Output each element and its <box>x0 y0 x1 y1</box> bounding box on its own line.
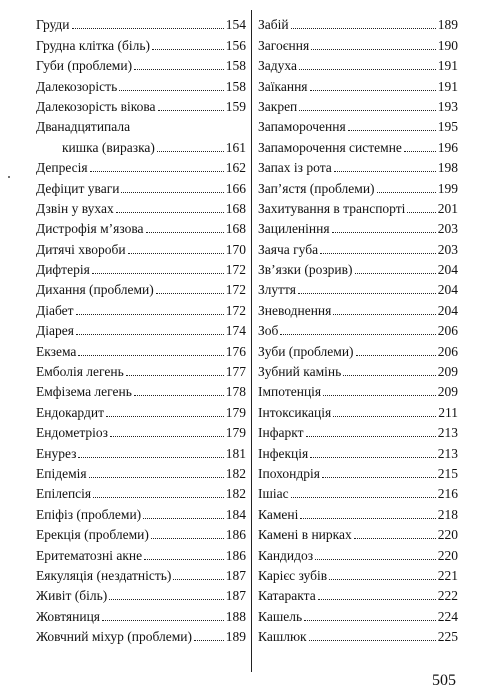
dot-leader <box>128 253 224 254</box>
index-entry-page: 221 <box>437 567 458 583</box>
index-entry-page: 156 <box>225 37 246 53</box>
page-number: 505 <box>432 672 456 689</box>
index-entry-title: Карієс зубів <box>258 567 328 583</box>
scan-speck <box>8 176 10 178</box>
index-entry <box>36 258 246 278</box>
index-entry <box>36 135 246 155</box>
dot-leader <box>320 253 436 254</box>
index-entry-page: 199 <box>437 180 458 196</box>
dot-leader <box>304 620 436 621</box>
index-entry-title: Зап’ястя (проблеми) <box>258 180 375 196</box>
index-entry-title: Злуття <box>258 282 296 298</box>
index-entry <box>36 115 246 135</box>
index-entry-page: 172 <box>225 282 246 298</box>
index-entry <box>36 298 246 318</box>
index-entry <box>258 95 458 115</box>
index-entry <box>258 13 458 33</box>
index-entry <box>258 604 458 624</box>
dot-leader <box>78 457 223 458</box>
index-entry-title: Заїкання <box>258 78 308 94</box>
index-entry-page: 182 <box>225 465 246 481</box>
index-entry-page: 225 <box>437 629 458 645</box>
index-entry-page: 224 <box>437 608 458 624</box>
index-entry <box>258 33 458 53</box>
index-entry-title: Епіфіз (проблеми) <box>36 506 142 522</box>
index-entry-title: Діабет <box>36 302 74 318</box>
dot-leader <box>306 436 436 437</box>
index-entry-title: Дистрофія м’язова <box>36 221 144 237</box>
index-entry-page: 181 <box>225 445 246 461</box>
dot-leader <box>291 28 436 29</box>
index-entry <box>36 176 246 196</box>
index-entry-title: Дванадцятипала <box>36 119 131 135</box>
index-entry-page: 189 <box>225 629 246 645</box>
index-entry-title: Зациленіння <box>258 221 330 237</box>
dot-leader <box>309 640 436 641</box>
index-entry-title: Зв’язки (розрив) <box>258 262 353 278</box>
index-entry-title: Камені в нирках <box>258 527 352 543</box>
index-entry-page: 198 <box>437 160 458 176</box>
index-entry-page: 206 <box>437 323 458 339</box>
index-entry <box>258 482 458 502</box>
index-entry-page: 159 <box>225 98 246 114</box>
index-entry <box>258 258 458 278</box>
index-entry-title: Запах із рота <box>258 160 332 176</box>
dot-leader <box>106 416 224 417</box>
index-entry-title: Зубний камінь <box>258 364 342 380</box>
index-entry <box>36 380 246 400</box>
dot-leader <box>310 457 436 458</box>
index-entry-page: 176 <box>225 343 246 359</box>
dot-leader <box>157 151 224 152</box>
index-entry-title: Інфекція <box>258 445 309 461</box>
index-entry-title: Дитячі хвороби <box>36 241 126 257</box>
index-entry <box>36 74 246 94</box>
index-entry-page: 187 <box>225 588 246 604</box>
dot-leader <box>78 355 223 356</box>
dot-leader <box>126 375 224 376</box>
dot-leader <box>173 579 223 580</box>
index-entry-page: 209 <box>437 384 458 400</box>
dot-leader <box>116 212 224 213</box>
dot-leader <box>151 538 224 539</box>
dot-leader <box>90 171 224 172</box>
index-entry-page: 220 <box>437 547 458 563</box>
index-entry <box>258 462 458 482</box>
dot-leader <box>146 232 224 233</box>
dot-leader <box>333 416 436 417</box>
dot-leader <box>152 49 224 50</box>
index-entry-page: 178 <box>225 384 246 400</box>
index-entry <box>258 319 458 339</box>
index-entry-page: 172 <box>225 302 246 318</box>
index-entry-title: Енурез <box>36 445 77 461</box>
index-entry <box>36 13 246 33</box>
dot-leader <box>298 293 436 294</box>
dot-leader <box>76 334 224 335</box>
dot-leader <box>322 477 436 478</box>
index-entry <box>258 380 458 400</box>
dot-leader <box>311 49 436 50</box>
dot-leader <box>102 620 224 621</box>
index-entry-title: Живіт (біль) <box>36 588 108 604</box>
index-entry-page: 189 <box>437 17 458 33</box>
index-entry-page: 168 <box>225 221 246 237</box>
index-entry-title: Ерекція (проблеми) <box>36 527 149 543</box>
dot-leader <box>404 151 436 152</box>
index-entry-page: 213 <box>437 445 458 461</box>
index-entry-title: Забій <box>258 17 289 33</box>
index-entry-page: 206 <box>437 343 458 359</box>
dot-leader <box>76 314 224 315</box>
index-entry-page: 191 <box>437 78 458 94</box>
dot-leader <box>300 518 435 519</box>
index-entry-title: Діарея <box>36 323 74 339</box>
dot-leader <box>156 293 224 294</box>
dot-leader <box>332 232 436 233</box>
index-entry-title: Емболія легень <box>36 364 124 380</box>
index-entry <box>36 421 246 441</box>
dot-leader <box>318 599 436 600</box>
index-entry <box>258 278 458 298</box>
dot-leader <box>280 334 435 335</box>
dot-leader <box>323 395 436 396</box>
index-entry <box>258 237 458 257</box>
index-entry <box>36 197 246 217</box>
index-entry <box>258 74 458 94</box>
index-entry-title: Захитування в транспорті <box>258 200 406 216</box>
index-entry <box>36 604 246 624</box>
index-entry <box>36 564 246 584</box>
index-entry-page: 201 <box>437 200 458 216</box>
index-entry-title: Запаморочення системне <box>258 139 402 155</box>
index-entry <box>36 319 246 339</box>
index-entry-page: 195 <box>437 119 458 135</box>
index-entry-title: Дзвін у вухах <box>36 200 114 216</box>
index-entry-page: 172 <box>225 262 246 278</box>
index-entry-title: Ішіас <box>258 486 289 502</box>
index-entry-title: Дихання (проблеми) <box>36 282 154 298</box>
index-entry-title: Зуби (проблеми) <box>258 343 354 359</box>
index-entry <box>36 400 246 420</box>
index-entry-page: 204 <box>437 262 458 278</box>
index-entry-title: Еякуляція (нездатність) <box>36 567 172 583</box>
dot-leader <box>355 273 436 274</box>
index-entry <box>258 400 458 420</box>
dot-leader <box>121 192 223 193</box>
dot-leader <box>356 355 436 356</box>
index-column-left <box>36 13 246 645</box>
index-entry-title: Далекозорість вікова <box>36 98 156 114</box>
index-entry-page: 211 <box>438 404 458 420</box>
index-entry <box>36 543 246 563</box>
index-entry-title: Дифтерія <box>36 262 90 278</box>
index-entry-page: 177 <box>225 364 246 380</box>
index-entry-title: Емфізема легень <box>36 384 132 400</box>
index-entry <box>36 54 246 74</box>
index-entry-page: 184 <box>225 506 246 522</box>
index-entry-page: 204 <box>437 302 458 318</box>
index-entry-page: 174 <box>225 323 246 339</box>
index-entry-title: Зневоднення <box>258 302 332 318</box>
index-entry <box>258 564 458 584</box>
index-entry-page: 162 <box>225 160 246 176</box>
index-entry <box>258 625 458 645</box>
index-entry-page: 203 <box>437 221 458 237</box>
index-entry-page: 190 <box>437 37 458 53</box>
index-entry-title: Імпотенція <box>258 384 322 400</box>
index-entry <box>36 523 246 543</box>
index-entry-title: Екзема <box>36 343 77 359</box>
index-entry <box>36 95 246 115</box>
column-divider <box>251 10 252 672</box>
index-entry-page: 204 <box>437 282 458 298</box>
dot-leader <box>144 559 224 560</box>
index-entry-title: Епідемія <box>36 465 87 481</box>
dot-leader <box>291 497 436 498</box>
dot-leader <box>93 497 224 498</box>
index-entry-title: Кандидоз <box>258 547 314 563</box>
index-entry <box>36 278 246 298</box>
index-entry-page: 161 <box>225 139 246 155</box>
index-entry-title: Ендометріоз <box>36 425 109 441</box>
dot-leader <box>89 477 224 478</box>
index-entry-page: 179 <box>225 404 246 420</box>
index-entry-page: 166 <box>225 180 246 196</box>
dot-leader <box>310 90 436 91</box>
index-entry-page: 154 <box>225 17 246 33</box>
index-entry <box>258 543 458 563</box>
index-entry-page: 220 <box>437 527 458 543</box>
index-entry-title: Жовчний міхур (проблеми) <box>36 629 193 645</box>
index-entry-page: 179 <box>225 425 246 441</box>
index-entry-title: Інфаркт <box>258 425 304 441</box>
dot-leader <box>333 314 435 315</box>
index-entry-page: 182 <box>225 486 246 502</box>
dot-leader <box>92 273 224 274</box>
index-entry <box>36 33 246 53</box>
index-entry-page: 196 <box>437 139 458 155</box>
dot-leader <box>348 130 436 131</box>
index-entry-page: 188 <box>225 608 246 624</box>
dot-leader <box>119 90 224 91</box>
index-entry-title: Далекозорість <box>36 78 118 94</box>
index-entry-title: Задуха <box>258 58 297 74</box>
index-entry-title: Інтоксикація <box>258 404 332 420</box>
index-entry <box>258 584 458 604</box>
dot-leader <box>407 212 435 213</box>
index-entry <box>36 482 246 502</box>
index-entry-page: 191 <box>437 58 458 74</box>
index-entry-title: Заяча губа <box>258 241 319 257</box>
dot-leader <box>110 436 224 437</box>
index-entry-title: кишка (виразка) <box>62 139 155 155</box>
dot-leader <box>354 538 436 539</box>
index-entry-title: Депресія <box>36 160 88 176</box>
index-entry-title: Зоб <box>258 323 279 339</box>
index-entry <box>36 584 246 604</box>
index-entry-page: 187 <box>225 567 246 583</box>
index-entry <box>36 339 246 359</box>
index-entry-page: 213 <box>437 425 458 441</box>
index-entry-title: Дефіцит уваги <box>36 180 120 196</box>
index-entry <box>258 54 458 74</box>
dot-leader <box>109 599 224 600</box>
index-entry <box>36 462 246 482</box>
dot-leader <box>343 375 435 376</box>
dot-leader <box>158 110 224 111</box>
index-entry-page: 193 <box>437 98 458 114</box>
index-entry-title: Епілепсія <box>36 486 92 502</box>
index-entry <box>258 156 458 176</box>
dot-leader <box>315 559 436 560</box>
index-entry <box>36 217 246 237</box>
index-entry-title: Кашель <box>258 608 303 624</box>
dot-leader <box>143 518 224 519</box>
dot-leader <box>134 69 224 70</box>
index-entry <box>258 176 458 196</box>
dot-leader <box>72 28 224 29</box>
index-entry <box>258 135 458 155</box>
index-entry-page: 222 <box>437 588 458 604</box>
index-entry <box>258 441 458 461</box>
index-entry <box>258 502 458 522</box>
index-entry <box>258 115 458 135</box>
index-entry <box>258 298 458 318</box>
index-entry <box>36 237 246 257</box>
index-entry <box>36 441 246 461</box>
index-entry-title: Запаморочення <box>258 119 346 135</box>
index-entry <box>258 339 458 359</box>
index-entry-page: 186 <box>225 527 246 543</box>
dot-leader <box>134 395 224 396</box>
index-entry-title: Груди <box>36 17 70 33</box>
index-entry-title: Загоєння <box>258 37 310 53</box>
index-entry <box>36 360 246 380</box>
index-entry-title: Еритематозні акне <box>36 547 143 563</box>
index-entry-page: 158 <box>225 78 246 94</box>
index-entry <box>258 421 458 441</box>
index-entry-page: 168 <box>225 200 246 216</box>
index-entry-title: Губи (проблеми) <box>36 58 133 74</box>
index-entry <box>258 217 458 237</box>
index-column-right <box>258 13 458 645</box>
index-entry <box>36 502 246 522</box>
dot-leader <box>329 579 436 580</box>
index-entry-title: Жовтяниця <box>36 608 101 624</box>
dot-leader <box>299 110 435 111</box>
index-entry-title: Іпохондрія <box>258 465 320 481</box>
index-entry-page: 203 <box>437 241 458 257</box>
dot-leader <box>334 171 436 172</box>
index-entry <box>36 156 246 176</box>
index-entry-title: Грудна клітка (біль) <box>36 37 151 53</box>
index-entry-title: Камені <box>258 506 299 522</box>
index-entry-page: 209 <box>437 364 458 380</box>
index-entry-page: 170 <box>225 241 246 257</box>
dot-leader <box>377 192 436 193</box>
dot-leader <box>194 640 224 641</box>
index-entry <box>258 523 458 543</box>
index-entry-title: Кашлюк <box>258 629 307 645</box>
index-entry <box>36 625 246 645</box>
index-entry-page: 216 <box>437 486 458 502</box>
index-entry <box>258 360 458 380</box>
index-entry-title: Закреп <box>258 98 298 114</box>
index-entry-title: Катаракта <box>258 588 316 604</box>
dot-leader <box>299 69 436 70</box>
index-entry-page: 158 <box>225 58 246 74</box>
index-entry-page: 186 <box>225 547 246 563</box>
index-entry-page: 218 <box>437 506 458 522</box>
index-entry <box>258 197 458 217</box>
index-entry-title: Ендокардит <box>36 404 105 420</box>
index-entry-page: 215 <box>437 465 458 481</box>
